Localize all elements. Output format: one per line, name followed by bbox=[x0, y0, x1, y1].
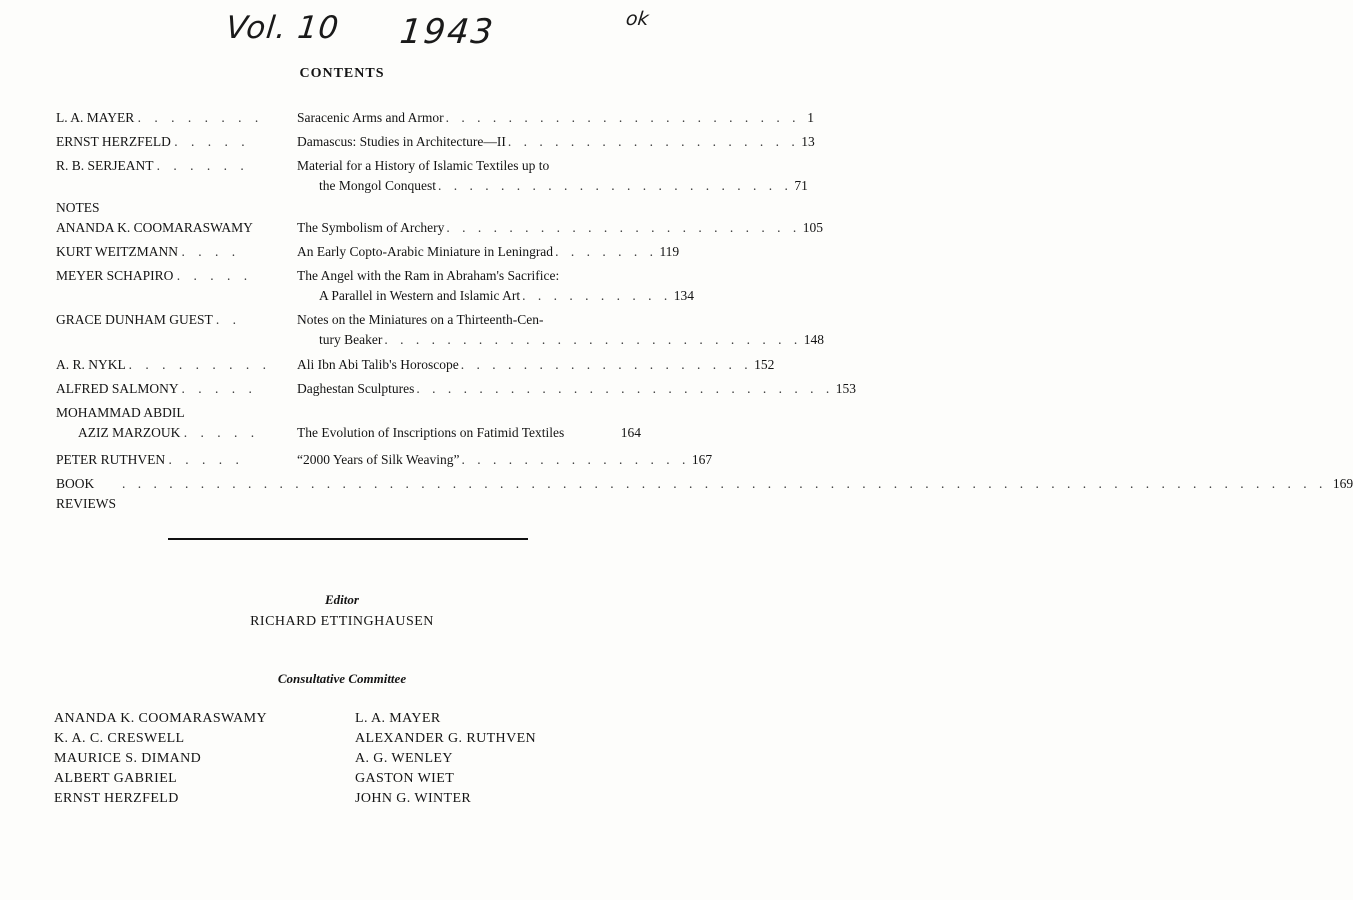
committee-right-column bbox=[355, 709, 536, 809]
toc-title: Ali Ibn Abi Talib's Horoscope . . . . . . . . . . . . . . . . . . . 152 bbox=[297, 355, 641, 375]
toc-page: 13 bbox=[801, 134, 815, 149]
notes-section-label: NOTES bbox=[56, 200, 100, 215]
toc-page: 167 bbox=[691, 452, 713, 467]
committee-member: MAURICE S. DIMAND bbox=[54, 751, 202, 766]
toc-title: An Early Copto-Arabic Miniature in Leningrad . . . . . . . 119 bbox=[297, 242, 641, 262]
contents-heading: CONTENTS bbox=[299, 66, 385, 81]
committee-member: ERNST HERZFELD bbox=[54, 791, 179, 806]
toc-author: L. A. MAYER . . . . . . . . bbox=[56, 110, 264, 125]
toc-book-reviews: BOOK REVIEWS . . . . . . . . . . . . . . . . . . . . . . . . . . . . . . . . . . . . . . . . . . . . . . . . . . . . . . . . . . . . . . . . . . . . . . . . . . . . . 169 bbox=[56, 476, 1353, 511]
toc-page: 153 bbox=[835, 381, 856, 396]
handwritten-ok-mark: ok bbox=[624, 8, 650, 30]
toc-page: 134 bbox=[673, 288, 694, 303]
handwritten-volume-note: Vol. 10 bbox=[224, 10, 342, 46]
committee-member: L. A. MAYER bbox=[355, 711, 441, 726]
toc-author: MOHAMMAD ABDIL AZIZ MARZOUK . . . . . bbox=[56, 405, 260, 440]
toc-title: Saracenic Arms and Armor . . . . . . . . . . . . . . . . . . . . . . . 1 bbox=[297, 108, 641, 128]
toc-page: 148 bbox=[803, 332, 824, 347]
toc-page: 1 bbox=[807, 110, 814, 125]
section-divider bbox=[168, 538, 528, 540]
toc-author: ERNST HERZFELD . . . . . bbox=[56, 134, 250, 149]
toc-title: The Evolution of Inscriptions on Fatimid Textiles 164 bbox=[297, 423, 641, 443]
committee-left-column bbox=[54, 709, 267, 809]
toc-author: MEYER SCHAPIRO . . . . . bbox=[56, 268, 253, 283]
toc-title: Notes on the Miniatures on a Thirteenth-Cen- tury Beaker . . . . . . . . . . . . . . . . . . . . . . . . . . . 148 bbox=[297, 310, 641, 350]
handwritten-year-note: 1943 bbox=[397, 12, 497, 52]
editor-name: RICHARD ETTINGHAUSEN bbox=[250, 614, 434, 629]
toc-title: The Symbolism of Archery . . . . . . . . . . . . . . . . . . . . . . . 105 bbox=[297, 218, 641, 238]
committee-label: Consultative Committee bbox=[277, 671, 407, 686]
toc-author: ALFRED SALMONY . . . . . bbox=[56, 381, 257, 396]
committee-member: A. G. WENLEY bbox=[355, 751, 453, 766]
toc-title: Material for a History of Islamic Textiles up to the Mongol Conquest . . . . . . . . . . . . . . . . . . . . . . . 71 bbox=[297, 156, 641, 196]
toc-page: 71 bbox=[794, 178, 808, 193]
toc-title: “2000 Years of Silk Weaving” . . . . . . . . . . . . . . . 167 bbox=[297, 450, 641, 470]
committee-member: JOHN G. WINTER bbox=[355, 791, 472, 806]
toc-title: Damascus: Studies in Architecture—II . . . . . . . . . . . . . . . . . . . 13 bbox=[297, 132, 641, 152]
toc-page: 169 bbox=[1332, 476, 1353, 491]
editor-label: Editor bbox=[325, 592, 359, 607]
committee-member: GASTON WIET bbox=[355, 771, 455, 786]
toc-author: PETER RUTHVEN . . . . . bbox=[56, 452, 244, 467]
committee-member: ANANDA K. COOMARASWAMY bbox=[54, 711, 267, 726]
committee-member: ALBERT GABRIEL bbox=[54, 771, 178, 786]
toc-author: R. B. SERJEANT . . . . . . bbox=[56, 158, 249, 173]
committee-member: K. A. C. CRESWELL bbox=[54, 731, 185, 746]
toc-page: 119 bbox=[659, 244, 680, 259]
toc-title: The Angel with the Ram in Abraham's Sacrifice: A Parallel in Western and Islamic Art . . . . . . . . . . 134 bbox=[297, 266, 641, 306]
toc-author: GRACE DUNHAM GUEST . . bbox=[56, 312, 242, 327]
toc-title: Daghestan Sculptures . . . . . . . . . . . . . . . . . . . . . . . . . . . 153 bbox=[297, 379, 641, 399]
toc-page: 152 bbox=[754, 357, 775, 372]
toc-author: KURT WEITZMANN . . . . bbox=[56, 244, 241, 259]
toc-page: 164 bbox=[620, 425, 641, 440]
toc-author: ANANDA K. COOMARASWAMY bbox=[56, 220, 253, 235]
committee-member: ALEXANDER G. RUTHVEN bbox=[355, 731, 537, 746]
toc-page: 105 bbox=[802, 220, 823, 235]
toc-author: A. R. NYKL . . . . . . . . . bbox=[56, 357, 271, 372]
